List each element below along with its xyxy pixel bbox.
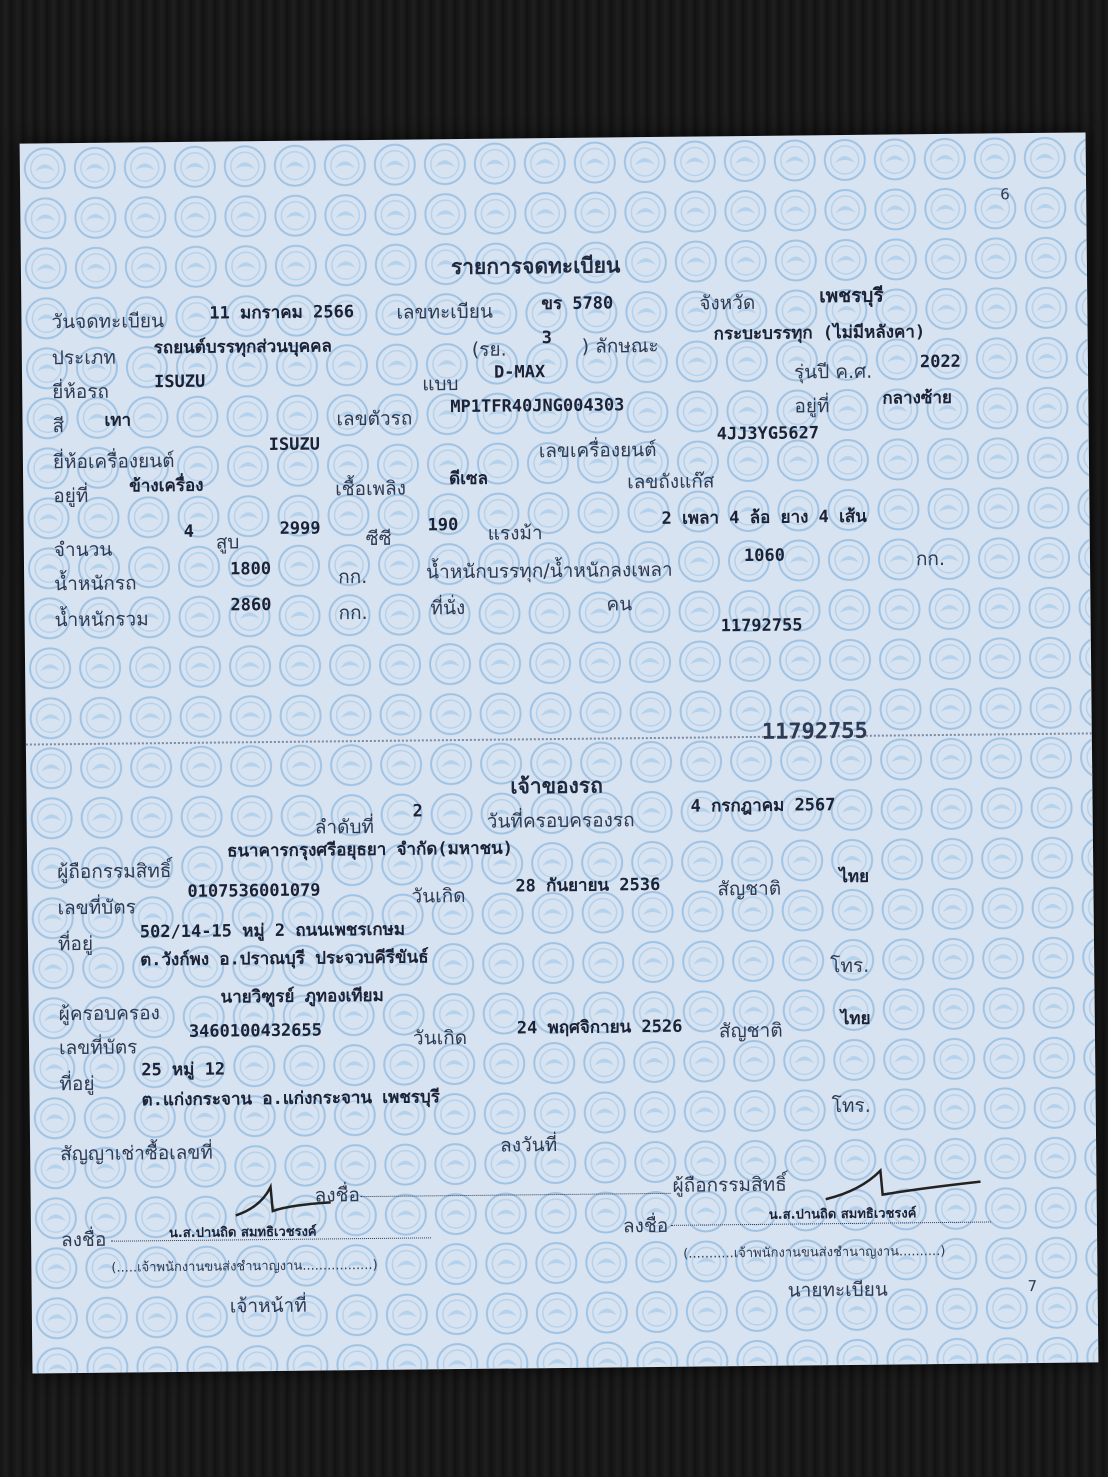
owner-dob-label: วันเกิด	[411, 884, 466, 908]
registrar-role: นายทะเบียน	[787, 1278, 888, 1302]
fuel-label: เชื้อเพลิง	[335, 477, 407, 501]
weight-value: 1800	[229, 559, 272, 580]
color-value: เทา	[104, 410, 132, 431]
axle-value: 2 เพลา 4 ล้อ ยาง 4 เส้น	[661, 506, 867, 529]
owner-tel-label: โทร.	[830, 954, 870, 978]
cylinder-value: 4	[183, 521, 195, 542]
lease-label: สัญญาเช่าซื้อเลขที่	[60, 1141, 213, 1166]
engine-no-value: 4JJ3YG5627	[716, 423, 820, 445]
holder-nationality-label: สัญชาติ	[718, 1019, 783, 1043]
holder-dob-value: 24 พฤศจิกายน 2526	[516, 1016, 683, 1039]
registration-document	[20, 132, 1099, 1373]
ry-value: 3	[541, 328, 553, 349]
plate-value: ขร 5780	[541, 293, 614, 315]
chassis-loc-value: กลางซ้าย	[882, 387, 953, 409]
fuel-value: ดีเซล	[449, 468, 489, 490]
page-number: 6	[1000, 185, 1010, 204]
chassis-value: MP1TFR40JNG004303	[450, 395, 625, 418]
possess-date-value: 4 กรกฎาคม 2567	[690, 795, 836, 817]
officer-position: (.....เจ้าพนักงานขนส่งชำนาญงาน.................)	[111, 1257, 378, 1276]
province-value: เพชรบุรี	[819, 284, 884, 308]
owner-address-line1: 502/14-15 หมู่ 2 ถนนเพชรเกษม	[139, 919, 406, 943]
owner-heading: เจ้าของรถ	[510, 773, 603, 799]
officer-role: เจ้าหน้าที่	[229, 1294, 307, 1318]
officer-signature	[230, 1176, 341, 1227]
serial-number: 11792755	[720, 615, 803, 637]
seat-unit: คน	[606, 593, 633, 616]
style-value: กระบะบรรทุก (ไม่มีหลังคา)	[713, 322, 926, 345]
engine-brand-label: ยี่ห้อเครื่องยนต์	[52, 450, 175, 474]
owner-dob-value: 28 กันยายน 2536	[515, 874, 661, 897]
officer-sign-label: ลงชื่อ	[60, 1228, 107, 1252]
year-value: 2022	[919, 351, 961, 373]
order-label: ลำดับที่	[314, 815, 375, 839]
cc-value: 2999	[279, 518, 321, 539]
load-unit: กก.	[915, 547, 946, 571]
cylinder-label: สูบ	[215, 531, 240, 554]
holder-tel-label: โทร.	[831, 1094, 871, 1118]
order-value: 2	[412, 801, 423, 822]
weight-unit: กก.	[338, 565, 368, 589]
owner-id-label: เลขที่บัตร	[57, 896, 136, 920]
owner-sign-label: ลงชื่อ	[314, 1184, 360, 1207]
serial-number-fold: 11792755	[761, 718, 868, 745]
owner-label: ผู้ถือกรรมสิทธิ์	[57, 860, 172, 884]
owner-sign-role: ผู้ถือกรรมสิทธิ์	[672, 1173, 787, 1197]
engine-no-label: เลขเครื่องยนต์	[538, 438, 657, 463]
holder-id-label: เลขที่บัตร	[58, 1036, 138, 1060]
load-label: น้ำหนักบรรทุก/น้ำหนักลงเพลา	[425, 558, 673, 584]
owner-address-label: ที่อยู่	[57, 932, 94, 956]
date-label: วันจดทะเบียน	[51, 310, 165, 334]
model-value: D-MAX	[493, 362, 546, 383]
possess-date-label: วันที่ครอบครองรถ	[486, 809, 635, 833]
holder-dob-label: วันเกิด	[412, 1026, 468, 1050]
total-weight-value: 2860	[230, 595, 272, 616]
engine-brand-value: ISUZU	[268, 434, 321, 456]
registrar-sign-label: ลงชื่อ	[622, 1214, 669, 1238]
engine-loc-label: อยู่ที่	[53, 484, 89, 508]
holder-address-line2: ต.แก่งกระจาน อ.แก่งกระจาน เพชรบุรี	[141, 1087, 440, 1111]
horsepower-label: แรงม้า	[487, 522, 543, 545]
type-value: รถยนต์บรรทุกส่วนบุคคล	[153, 336, 332, 359]
holder-id-value: 3460100432655	[188, 1020, 323, 1042]
chassis-label: เลขตัวรถ	[336, 407, 413, 431]
page-number: 7	[1027, 1277, 1038, 1296]
holder-name: นายวิฑูรย์ ภูทองเทียม	[220, 985, 384, 1008]
lease-date-label: ลงวันที่	[499, 1134, 558, 1157]
officer-name: น.ส.ปานถิด สมทธิเวชรงค์	[168, 1224, 317, 1242]
registration-heading: รายการจดทะเบียน	[450, 253, 621, 280]
owner-address-line2: ต.วังก์พง อ.ปราณบุรี ประจวบคีรีขันธ์	[140, 947, 429, 971]
holder-address-line1: 25 หมู่ 12	[141, 1059, 226, 1081]
date-value: 11 มกราคม 2566	[209, 302, 355, 324]
holder-label: ผู้ครอบครอง	[58, 1002, 160, 1026]
holder-nationality-value: ไทย	[840, 1008, 871, 1030]
registrar-position: (...........เจ้าพนักงานขนส่งชำนาญงาน..........)	[683, 1243, 946, 1262]
count-label: จำนวน	[53, 538, 113, 562]
total-weight-unit: กก.	[338, 601, 368, 625]
owner-name: ธนาคารกรุงศรีอยุธยา จำกัด(มหาชน)	[226, 838, 514, 862]
horsepower-value: 190	[427, 515, 459, 536]
type-label: ประเภท	[51, 346, 116, 370]
owner-nationality-label: สัญชาติ	[717, 877, 782, 901]
plate-label: เลขทะเบียน	[396, 300, 494, 324]
brand-label: ยี่ห้อรถ	[52, 380, 110, 404]
style-label: ) ลักษณะ	[581, 334, 659, 358]
holder-address-label: ที่อยู่	[59, 1072, 95, 1096]
model-label: แบบ	[422, 373, 459, 396]
chassis-loc-label: อยู่ที่	[794, 395, 830, 418]
gas-tank-label: เลขถังแก๊ส	[627, 470, 715, 494]
total-weight-label: น้ำหนักรวม	[54, 608, 149, 632]
owner-id-value: 0107536001079	[187, 880, 321, 902]
engine-loc-value: ข้างเครื่อง	[129, 475, 204, 497]
ry-label: (รย.	[471, 338, 507, 361]
province-label: จังหวัด	[699, 291, 756, 315]
year-label: รุ่นปี ค.ศ.	[793, 360, 873, 384]
color-label: สี	[52, 415, 65, 438]
registrar-name: น.ส.ปานถิด สมทธิเวชรงค์	[768, 1206, 917, 1223]
owner-nationality-value: ไทย	[839, 866, 870, 888]
cc-label: ซีซี	[365, 527, 392, 551]
seat-label: ที่นั่ง	[430, 596, 466, 620]
weight-label: น้ำหนักรถ	[54, 572, 137, 596]
load-value: 1060	[743, 545, 786, 567]
brand-value: ISUZU	[153, 371, 206, 393]
